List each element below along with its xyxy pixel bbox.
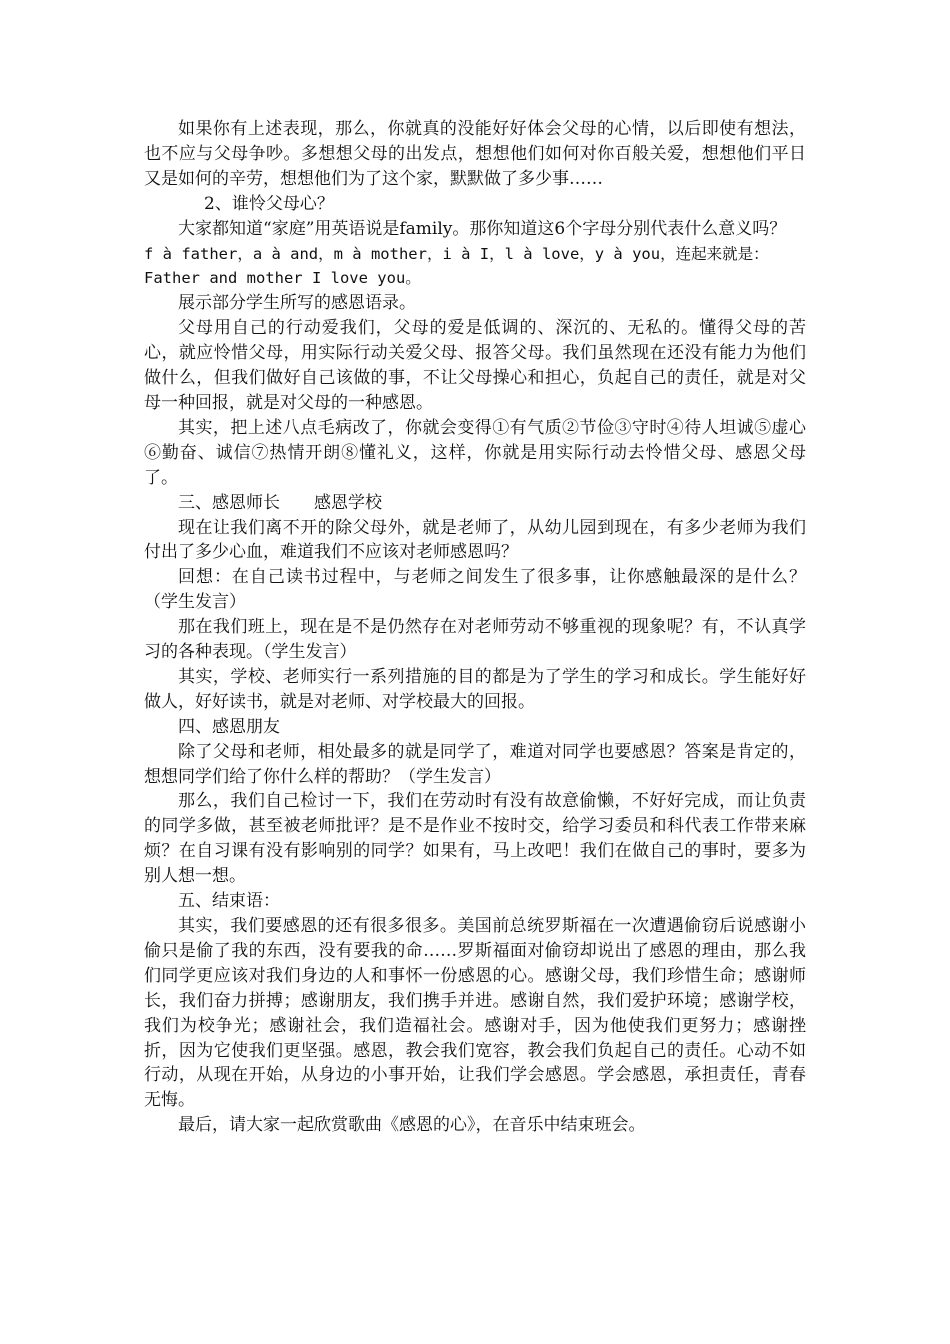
section-heading-5: 五、结束语： <box>178 891 280 912</box>
paragraph-parents-love: 父母用自己的行动爱我们，父母的爱是低调的、深沉的、无私的。懂得父母的苦心，就应怜惜父母，用实际行动关爱父母、报答父母。我们虽然现在还没有能力为他们做什么，但我们做好自己该做的事，不让父母操心和担心，负起自己的责任，就是对父母一种回报，就是对父母的一种感恩。 <box>144 318 806 413</box>
paragraph-class-issue: 那在我们班上，现在是不是仍然存在对老师劳动不够重视的现象呢？有，不认真学习的各种表现。（学生发言） <box>144 617 806 663</box>
paragraph-family-acronym: f à father，a à and，m à mother，i à I，l à love，y à you，连起来就是：Father and mother I love you。 <box>144 244 769 288</box>
paragraph-teachers: 现在让我们离不开的除父母外，就是老师了，从幼儿园到现在，有多少老师为我们付出了多少心血，难道我们不应该对老师感恩吗？ <box>144 517 806 563</box>
paragraph-intro: 如果你有上述表现，那么，你就真的没能好好体会父母的心情，以后即使有想法，也不应与父母争吵。多想想父母的出发点，想想他们如何对你百般关爱，想想他们平日又是如何的辛劳，想想他们为了这个家，默默做了多少事…… <box>144 119 806 189</box>
paragraph-eight-points: 其实，把上述八点毛病改了，你就会变得①有气质②节俭③守时④待人坦诚⑤虚心⑥勤奋、诚信⑦热情开朗⑧懂礼义，这样，你就是用实际行动去怜惜父母、感恩父母了。 <box>144 417 806 488</box>
paragraph-classmates: 除了父母和老师，相处最多的就是同学了，难道对同学也要感恩？答案是肯定的，想想同学们给了你什么样的帮助？（学生发言） <box>144 741 806 787</box>
paragraph-family: 大家都知道“家庭”用英语说是family。那你知道这6个字母分别代表什么意义吗？ <box>178 218 787 239</box>
section-heading-4: 四、感恩朋友 <box>178 716 280 737</box>
section-heading-3: 三、感恩师长 感恩学校 <box>178 492 382 513</box>
paragraph-recall: 回想：在自己读书过程中，与老师之间发生了很多事，让你感触最深的是什么？（学生发言） <box>144 567 806 613</box>
paragraph-school: 其实，学校、老师实行一系列措施的目的都是为了学生的学习和成长。学生能好好做人，好好读书，就是对老师、对学校最大的回报。 <box>144 666 806 712</box>
paragraph-closing: 最后，请大家一起欣赏歌曲《感恩的心》，在音乐中结束班会。 <box>178 1115 646 1136</box>
paragraph-quotes: 展示部分学生所写的感恩语录。 <box>178 293 416 314</box>
document-body <box>144 117 806 1138</box>
paragraph-self-review: 那么，我们自己检讨一下，我们在劳动时有没有故意偷懒，不好好完成，而让负责的同学多做，甚至被老师批评？是不是作业不按时交，给学习委员和科代表工作带来麻烦？在自习课有没有影响别的同学？如果有，马上改吧！我们在做自己的事时，要多为别人想一想。 <box>144 791 806 887</box>
section-heading-2: 2、谁怜父母心？ <box>204 193 334 214</box>
paragraph-conclusion: 其实，我们要感恩的还有很多很多。美国前总统罗斯福在一次遭遇偷窃后说感谢小偷只是偷了我的东西，没有要我的命……罗斯福面对偷窃却说出了感恩的理由，那么我们同学更应该对我们身边的人和事怀一份感恩的心。感谢父母，我们珍惜生命；感谢师长，我们奋力拼搏；感谢朋友，我们携手并进。感谢自然，我们爱护环境；感谢学校，我们为校争光；感谢社会，我们造福社会。感谢对手，因为他使我们更努力；感谢挫折，因为它使我们更坚强。感恩，教会我们宽容，教会我们负起自己的责任。心动不如行动，从现在开始，从身边的小事开始，让我们学会感恩。学会感恩，承担责任，青春无悔。 <box>144 916 806 1111</box>
